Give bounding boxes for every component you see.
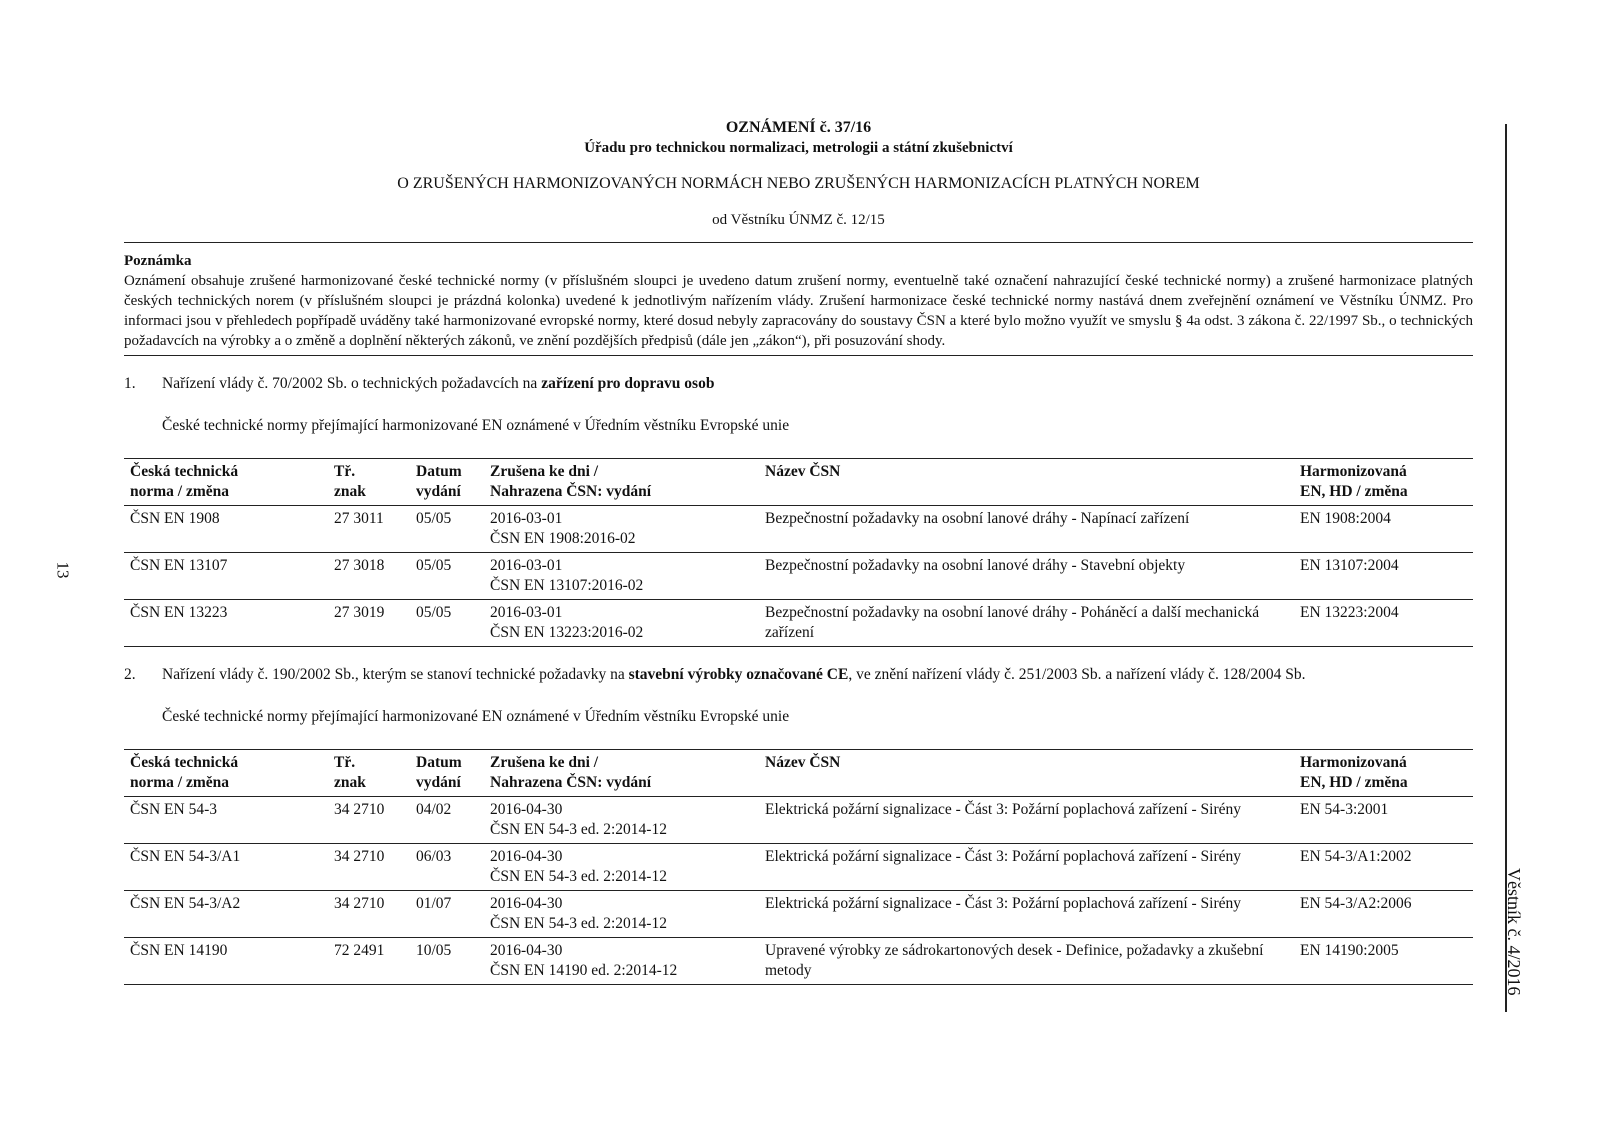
cell-date: 04/02	[416, 801, 452, 818]
cell-harmonized: EN 13107:2004	[1300, 557, 1399, 574]
table-caption: České technické normy přejímající harmonizované EN oznámené v Úředním věstníku Evropské unie	[162, 708, 790, 725]
cell-harmonized: EN 54-3/A1:2002	[1300, 848, 1412, 865]
cell-title: Bezpečnostní požadavky na osobní lanové dráhy - Napínací zařízení	[765, 510, 1190, 527]
cancel-date: 2016-04-30	[490, 895, 563, 912]
col-header-harmonized: Harmonizovaná EN, HD / změna	[1300, 463, 1408, 500]
regulation-text: Nařízení vlády č. 190/2002 Sb., kterým se stanoví technické požadavky na	[162, 666, 629, 683]
announcement-since: od Věstníku ÚNMZ č. 12/15	[712, 212, 885, 228]
col-header-title: Název ČSN	[765, 463, 841, 480]
col-header-cancelled: Zrušena ke dni / Nahrazena ČSN: vydání	[490, 463, 652, 500]
cell-harmonized: EN 54-3:2001	[1300, 801, 1389, 818]
sections	[124, 374, 1473, 985]
cell-date: 01/07	[416, 895, 452, 912]
standards-table	[124, 749, 1473, 985]
cell-title: Bezpečnostní požadavky na osobní lanové dráhy - Stavební objekty	[765, 557, 1186, 574]
replacement-standard: ČSN EN 14190 ed. 2:2014-12	[490, 962, 678, 979]
cell-cancelled	[484, 553, 759, 600]
table-row	[124, 506, 1473, 553]
cell-cancelled	[484, 938, 759, 985]
cell-title: Bezpečnostní požadavky na osobní lanové dráhy - Poháněcí a další mechanická zařízení	[765, 604, 1260, 641]
cell-standard: ČSN EN 54-3/A2	[130, 895, 241, 912]
regulation-text: Nařízení vlády č. 70/2002 Sb. o technických požadavcích na	[162, 375, 542, 392]
cell-standard: ČSN EN 13223	[130, 604, 228, 621]
cell-standard: ČSN EN 14190	[130, 942, 228, 959]
note-block	[124, 243, 1473, 355]
cell-cancelled	[484, 797, 759, 844]
regulation-heading	[124, 665, 1473, 685]
regulation-section	[124, 665, 1473, 985]
table-row	[124, 891, 1473, 938]
replacement-standard: ČSN EN 54-3 ed. 2:2014-12	[490, 868, 667, 885]
note-text: Oznámení obsahuje zrušené harmonizované české technické normy (v příslušném sloupci je uvedeno datum zrušení normy, eventuelně také označení nahrazující české technické normy) a zrušené harmonizace platných českých technických norem (v příslušném sloupci je prázdná kolonka) uvedené k jednotlivým nařízením vlády. Zrušení harmonizace české technické normy nastává dnem zveřejnění oznámení ve Věstníku ÚNMZ. Pro informaci jsou v přehledech popřípadě uváděny také harmonizované evropské normy, které dosud nebyly zapracovány do soustavy ČSN a které bylo možno využít ve smyslu § 4a odst. 3 zákona č. 22/1997 Sb., o technických požadavcích na výrobky a o změně a doplnění některých zákonů, ve znění pozdějších předpisů (dále jen „zákon“), při posuzování shody.	[124, 273, 1473, 349]
cell-class: 27 3011	[334, 510, 384, 527]
cell-standard: ČSN EN 54-3	[130, 801, 217, 818]
journal-label: Věstník č. 4/2016	[1504, 868, 1524, 996]
cancel-date: 2016-04-30	[490, 848, 563, 865]
replacement-standard: ČSN EN 1908:2016-02	[490, 530, 636, 547]
cell-class: 72 2491	[334, 942, 385, 959]
cell-title: Elektrická požární signalizace - Část 3: Požární poplachová zařízení - Sirény	[765, 801, 1242, 818]
col-header-title: Název ČSN	[765, 754, 841, 771]
cell-class: 27 3018	[334, 557, 385, 574]
cell-harmonized: EN 1908:2004	[1300, 510, 1391, 527]
table-row	[124, 600, 1473, 647]
cell-cancelled	[484, 506, 759, 553]
col-header-harmonized: Harmonizovaná EN, HD / změna	[1300, 754, 1408, 791]
table-caption: České technické normy přejímající harmonizované EN oznámené v Úředním věstníku Evropské unie	[162, 417, 790, 434]
table-row	[124, 797, 1473, 844]
col-header-cancelled: Zrušena ke dni / Nahrazena ČSN: vydání	[490, 754, 652, 791]
cell-harmonized: EN 14190:2005	[1300, 942, 1399, 959]
replacement-standard: ČSN EN 13223:2016-02	[490, 624, 644, 641]
cell-harmonized: EN 54-3/A2:2006	[1300, 895, 1412, 912]
col-header-date: Datum vydání	[416, 463, 462, 500]
section-number: 2.	[124, 666, 136, 683]
cancel-date: 2016-03-01	[490, 604, 563, 621]
cell-class: 27 3019	[334, 604, 385, 621]
cell-cancelled	[484, 844, 759, 891]
cancel-date: 2016-03-01	[490, 510, 563, 527]
cell-class: 34 2710	[334, 848, 385, 865]
cell-date: 05/05	[416, 604, 452, 621]
cell-date: 05/05	[416, 557, 452, 574]
col-header-standard: Česká technická norma / změna	[130, 754, 239, 791]
announcement-title: OZNÁMENÍ č. 37/16	[725, 119, 872, 136]
regulation-text-tail: , ve znění nařízení vlády č. 251/2003 Sb. a nařízení vlády č. 128/2004 Sb.	[848, 666, 1306, 683]
cancel-date: 2016-04-30	[490, 942, 563, 959]
table-header-row	[124, 750, 1473, 797]
cell-standard: ČSN EN 1908	[130, 510, 220, 527]
cell-date: 10/05	[416, 942, 452, 959]
regulation-section	[124, 374, 1473, 647]
document-body	[124, 118, 1473, 985]
cell-date: 05/05	[416, 510, 452, 527]
note-heading: Poznámka	[124, 253, 192, 269]
col-header-class: Tř. znak	[334, 754, 366, 791]
cell-harmonized: EN 13223:2004	[1300, 604, 1399, 621]
replacement-standard: ČSN EN 13107:2016-02	[490, 577, 644, 594]
cell-title: Elektrická požární signalizace - Část 3: Požární poplachová zařízení - Sirény	[765, 895, 1242, 912]
col-header-standard: Česká technická norma / změna	[130, 463, 239, 500]
divider	[124, 355, 1473, 356]
cell-cancelled	[484, 891, 759, 938]
cell-standard: ČSN EN 54-3/A1	[130, 848, 241, 865]
regulation-heading	[124, 374, 1473, 394]
cell-title: Upravené výrobky ze sádrokartonových desek - Definice, požadavky a zkušební metody	[765, 942, 1264, 979]
replacement-standard: ČSN EN 54-3 ed. 2:2014-12	[490, 821, 667, 838]
replacement-standard: ČSN EN 54-3 ed. 2:2014-12	[490, 915, 667, 932]
regulation-subject: zařízení pro dopravu osob	[541, 375, 715, 392]
announcement-subject: O ZRUŠENÝCH HARMONIZOVANÝCH NORMÁCH NEBO ZRUŠENÝCH HARMONIZACÍCH PLATNÝCH NOREM	[397, 175, 1200, 192]
cell-standard: ČSN EN 13107	[130, 557, 228, 574]
cancel-date: 2016-03-01	[490, 557, 563, 574]
cell-date: 06/03	[416, 848, 452, 865]
section-number: 1.	[124, 375, 136, 392]
page-number: 13	[53, 561, 73, 579]
cell-title: Elektrická požární signalizace - Část 3: Požární poplachová zařízení - Sirény	[765, 848, 1242, 865]
regulation-title	[162, 665, 1305, 685]
table-row	[124, 938, 1473, 985]
cancel-date: 2016-04-30	[490, 801, 563, 818]
announcement-issuer: Úřadu pro technickou normalizaci, metrologii a státní zkušebnictví	[584, 140, 1013, 156]
table-row	[124, 553, 1473, 600]
table-row	[124, 844, 1473, 891]
cell-cancelled	[484, 600, 759, 647]
regulation-subject: stavební výrobky označované CE	[628, 666, 849, 683]
standards-table	[124, 458, 1473, 647]
regulation-title	[162, 374, 714, 394]
col-header-class: Tř. znak	[334, 463, 366, 500]
cell-class: 34 2710	[334, 801, 385, 818]
cell-class: 34 2710	[334, 895, 385, 912]
col-header-date: Datum vydání	[416, 754, 462, 791]
table-header-row	[124, 459, 1473, 506]
